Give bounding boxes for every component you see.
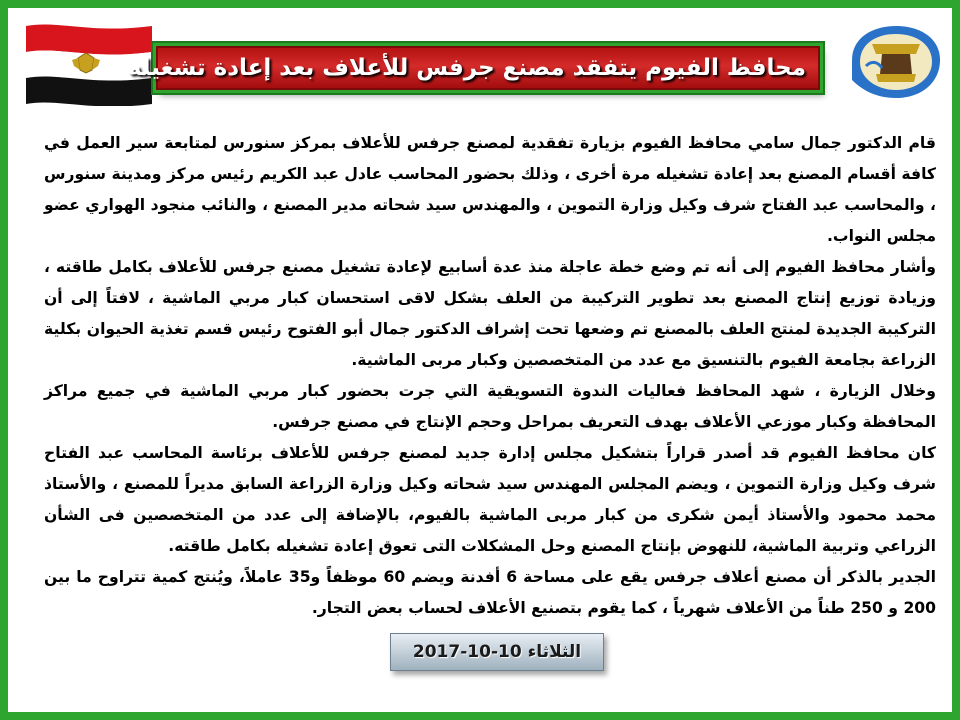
publish-date: الثلاثاء 10-10-2017 xyxy=(412,642,582,662)
fayoum-governorate-logo-icon xyxy=(842,20,950,104)
article-body xyxy=(44,128,936,624)
title-banner xyxy=(127,46,820,90)
page-title: محافظ الفيوم يتفقد مصنع جرفس للأعلاف بعد إعادة تشغيله xyxy=(127,55,806,81)
article-paragraph: الجدير بالذكر أن مصنع أعلاف جرفس يقع على مساحة 6 أفدنة ويضم 60 موظفاً و35 عاملاً، ويُنتج كمية تتراوح ما بين 200 و 250 طناً من الأعلاف شهرياً ، كما يقوم بتصنيع الأعلاف لحساب بعض التجار. xyxy=(44,568,936,617)
article-paragraph: وخلال الزيارة ، شهد المحافظ فعاليات الندوة التسويقية التي جرت بحضور كبار مربي الماشية في جميع مراكز المحافظة وكبار موزعي الأعلاف بهدف التعريف بمراحل وحجم الإنتاج في مصنع جرفس. xyxy=(44,382,936,431)
article-paragraph: كان محافظ الفيوم قد أصدر قراراً بتشكيل مجلس إدارة جديد لمصنع جرفس للأعلاف برئاسة المحاسب عبد الفتاح شرف وكيل وزارة التموين ، ويضم المجلس المهندس سيد شحاته وكيل وزارة الزراعة السابق مديراً للمصنع ، والأستاذ محمد محمود والأستاذ أيمن شكرى من كبار مربى الماشية بالفيوم، بالإضافة إلى عدد من المتخصصين فى الشأن الزراعي وتربية الماشية، للنهوض بإنتاج المصنع وحل المشكلات التى تعوق إعادة تشغيله بكامل طاقته. xyxy=(44,444,936,555)
article-paragraph: قام الدكتور جمال سامي محافظ الفيوم بزيارة تفقدية لمصنع جرفس للأعلاف بمركز سنورس لمتابعة سير العمل في كافة أقسام المصنع بعد إعادة تشغيله مرة أخرى ، وذلك بحضور المحاسب عادل عبد الكريم رئيس مركز ومدينة سنورس ، والمحاسب عبد الفتاح شرف وكيل وزارة التموين ، والمهندس سيد شحاته مدير المصنع ، والنائب منجود الهواري عضو مجلس النواب. xyxy=(44,134,936,245)
article-paragraph: وأشار محافظ الفيوم إلى أنه تم وضع خطة عاجلة منذ عدة أسابيع لإعادة تشغيل مصنع جرفس للأعلاف بكامل طاقته ، وزيادة توزيع إنتاج المصنع بعد تطوير التركيبة من العلف بشكل لاقى استحسان كبار مربي الماشية ، لافتاً إلى أن التركيبة الجديدة لمنتج العلف بالمصنع تم وضعها تحت إشراف الدكتور جمال أبو الفتوح رئيس قسم تغذية الحيوان بكلية الزراعة بجامعة الفيوم بالتنسيق مع عدد من المتخصصين وكبار مربى الماشية. xyxy=(44,258,936,369)
date-badge xyxy=(390,633,604,671)
